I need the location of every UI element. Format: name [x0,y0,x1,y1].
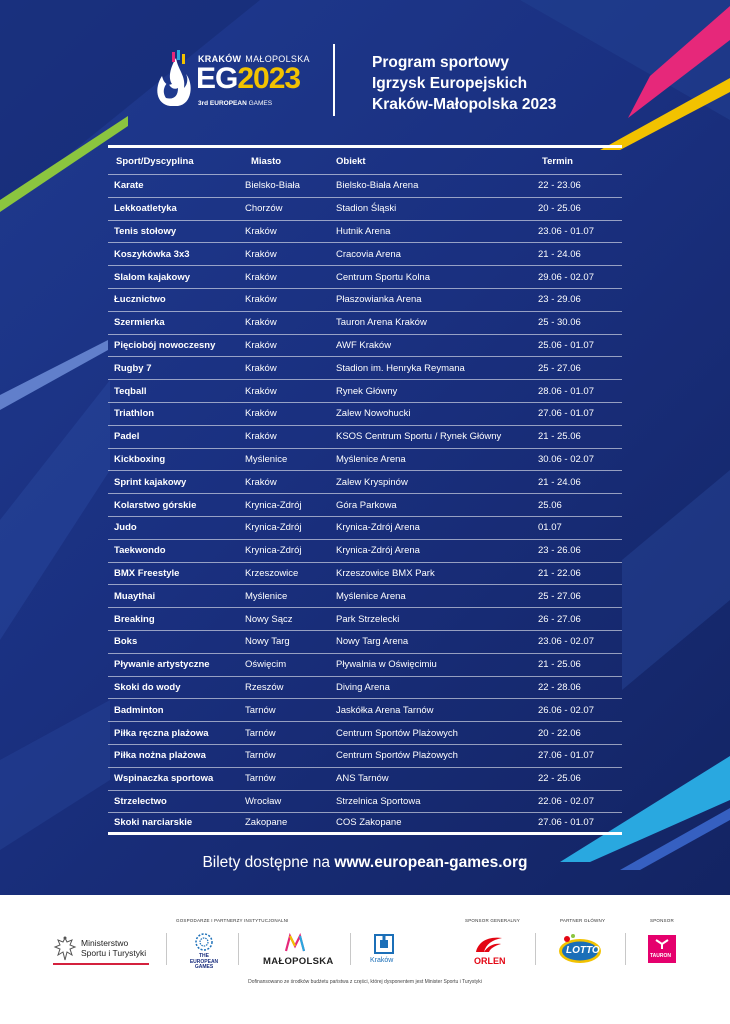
cell-dates: 21 - 24.06 [538,248,581,260]
table-row [108,220,622,243]
cell-city: Kraków [245,294,277,306]
cell-city: Nowy Targ [245,636,290,648]
footer-divider-1 [166,933,167,965]
cell-city: Kraków [245,408,277,420]
stripe-dark-4 [622,470,730,690]
cell-venue: Góra Parkowa [336,499,397,511]
logo-edition-label: 3rd EUROPEAN GAMES [198,100,273,107]
cell-discipline: Kolarstwo górskie [114,499,197,511]
cell-city: Tarnów [245,750,276,762]
cell-dates: 21 - 22.06 [538,567,581,579]
cell-venue: Cracovia Arena [336,248,401,260]
cell-discipline: Badminton [114,704,164,716]
cell-dates: 27.06 - 01.07 [538,408,594,420]
cell-discipline: Rugby 7 [114,362,152,374]
cell-venue: Bielsko-Biała Arena [336,180,419,192]
cell-city: Bielsko-Biała [245,180,300,192]
cell-dates: 28.06 - 01.07 [538,385,594,397]
footer-divider-4 [535,933,536,965]
table-row [108,356,622,379]
cell-dates: 20 - 22.06 [538,727,581,739]
cell-dates: 22.06 - 02.07 [538,795,594,807]
cell-venue: AWF Kraków [336,339,392,351]
cell-discipline: Padel [114,431,140,443]
footer-divider-2 [238,933,239,965]
cell-dates: 23.06 - 02.07 [538,636,594,648]
cell-discipline: Slalom kajakowy [114,271,191,283]
table-row [108,334,622,357]
cell-dates: 22 - 23.06 [538,180,581,192]
table-row [108,493,622,516]
cell-discipline: Wspinaczka sportowa [114,773,214,785]
cell-venue: KSOS Centrum Sportu / Rynek Główny [336,431,502,443]
footer-label-sponsor: SPONSOR [650,918,674,923]
cell-venue: COS Zakopane [336,817,402,829]
table-row [108,516,622,539]
cell-venue: Rynek Główny [336,385,398,397]
tickets-line [0,854,730,872]
cell-dates: 29.06 - 02.07 [538,271,594,283]
cell-venue: Park Strzelecki [336,613,400,625]
table-row [108,402,622,425]
cell-city: Krzeszowice [245,567,299,579]
cell-discipline: Koszykówka 3x3 [114,248,190,260]
cell-dates: 22 - 25.06 [538,773,581,785]
cell-city: Rzeszów [245,681,284,693]
cell-dates: 20 - 25.06 [538,203,581,215]
footer-label-main: PARTNER GŁÓWNY [560,918,606,923]
cell-city: Chorzów [245,203,283,215]
stripe-dark-3 [0,380,110,640]
cell-city: Kraków [245,271,277,283]
cell-discipline: Szermierka [114,317,165,329]
tickets-url[interactable]: www.european-games.org [334,854,528,871]
table-row [108,744,622,767]
european-games-emblem-icon [194,932,214,952]
table-row [108,676,622,699]
cell-city: Tarnów [245,704,276,716]
eagle-emblem-icon [53,935,77,963]
header-dates: Termin [542,155,573,167]
table-row [108,607,622,630]
footer-label-hosts: GOSPODARZE I PARTNERZY INSTYTUCJONALNI [176,918,289,923]
table-row [108,470,622,493]
cell-venue: Krynica-Zdrój Arena [336,545,420,557]
cell-venue: Strzelnica Sportowa [336,795,421,807]
cell-city: Wrocław [245,795,282,807]
cell-discipline: Piłka nożna plażowa [114,750,206,762]
cell-city: Tarnów [245,727,276,739]
cell-venue: Jaskółka Arena Tarnów [336,704,434,716]
cell-venue: Myślenice Arena [336,590,406,602]
krakow-crest-icon [374,934,394,954]
cell-dates: 25.06 [538,499,562,511]
table-row [108,448,622,471]
cell-discipline: Pięciobój nowoczesny [114,339,216,351]
cell-city: Tarnów [245,773,276,785]
cell-discipline: Skoki do wody [114,681,181,693]
cell-discipline: Kickboxing [114,453,166,465]
cell-city: Krynica-Zdrój [245,499,302,511]
table-row [108,242,622,265]
tickets-prefix: Bilety dostępne na [202,854,330,871]
table-row [108,767,622,790]
program-title-line-3: Kraków-Małopolska 2023 [372,96,557,113]
cell-dates: 25 - 30.06 [538,317,581,329]
table-row [108,379,622,402]
tauron-logo-tile [648,935,676,963]
cell-dates: 25 - 27.06 [538,590,581,602]
cell-city: Kraków [245,385,277,397]
header-divider [333,44,335,116]
table-row [108,698,622,721]
footer-label-general: SPONSOR GENERALNY [465,918,520,923]
cell-venue: ANS Tarnów [336,773,389,785]
table-row [108,562,622,585]
cell-venue: Zalew Kryspinów [336,476,408,488]
cell-discipline: BMX Freestyle [114,567,180,579]
cell-venue: Tauron Arena Kraków [336,317,427,329]
table-header-row [108,148,622,174]
european-games-wordmark: THE EUROPEAN GAMES [189,953,219,970]
cell-dates: 21 - 25.06 [538,431,581,443]
cell-city: Myślenice [245,590,288,602]
table-row [108,311,622,334]
tauron-mark-icon [655,938,669,950]
cell-venue: Centrum Sportów Plażowych [336,750,458,762]
orlen-eagle-icon [474,934,504,954]
table-row [108,539,622,562]
cell-dates: 21 - 24.06 [538,476,581,488]
table-row [108,812,622,835]
cell-venue: Centrum Sportu Kolna [336,271,430,283]
cell-discipline: Breaking [114,613,155,625]
cell-dates: 25 - 27.06 [538,362,581,374]
cell-discipline: Boks [114,636,138,648]
eg-flame-icon [150,48,194,114]
cell-venue: Zalew Nowohucki [336,408,411,420]
cell-discipline: Taekwondo [114,545,166,557]
table-row [108,790,622,813]
table-row [108,584,622,607]
cell-dates: 23.06 - 01.07 [538,225,594,237]
table-row [108,197,622,220]
cell-discipline: Teqball [114,385,147,397]
funding-credit: Dofinansowano ze środków budżetu państwa z części, której dysponentem jest Minister Sportu i Turystyki [248,979,482,985]
lotto-wordmark: LOTTO [566,945,600,956]
cell-city: Oświęcim [245,659,287,671]
cell-dates: 27.06 - 01.07 [538,817,594,829]
table-row [108,174,622,197]
cell-venue: Diving Arena [336,681,390,693]
program-title-line-2: Igrzysk Europejskich [372,75,528,92]
header-city: Miasto [251,155,282,167]
cell-discipline: Muaythai [114,590,156,602]
cell-discipline: Karate [114,180,144,192]
cell-venue: Nowy Targ Arena [336,636,409,648]
eg2023-logo [150,48,320,114]
ministry-logo [53,935,153,965]
stripe-light-blue-left [0,340,108,410]
cell-discipline: Pływanie artystyczne [114,659,210,671]
cell-dates: 21 - 25.06 [538,659,581,671]
cell-dates: 23 - 26.06 [538,545,581,557]
cell-discipline: Tenis stołowy [114,225,177,237]
malopolska-m-icon [284,933,306,953]
cell-city: Kraków [245,476,277,488]
program-title-line-1: Program sportowy [372,54,509,71]
cell-city: Krynica-Zdrój [245,545,302,557]
logo-eg-wordmark: EG2023 [196,62,301,95]
cell-city: Kraków [245,317,277,329]
cell-venue: Centrum Sportów Plażowych [336,727,458,739]
cell-dates: 27.06 - 01.07 [538,750,594,762]
header-discipline: Sport/Dyscyplina [116,155,194,167]
cell-dates: 30.06 - 02.07 [538,453,594,465]
orlen-wordmark: ORLEN [474,956,506,966]
cell-discipline: Triathlon [114,408,155,420]
cell-dates: 23 - 29.06 [538,294,581,306]
cell-city: Kraków [245,339,277,351]
cell-dates: 25.06 - 01.07 [538,339,594,351]
footer-divider-3 [350,933,351,965]
table-body [108,174,622,835]
stripe-dark-5 [0,700,110,850]
cell-city: Kraków [245,431,277,443]
cell-venue: Krynica-Zdrój Arena [336,522,420,534]
cell-dates: 01.07 [538,522,562,534]
cell-city: Zakopane [245,817,288,829]
ministry-name: Ministerstwo Sportu i Turystyki [81,938,147,958]
table-row [108,653,622,676]
cell-discipline: Strzelectwo [114,795,167,807]
table-row [108,721,622,744]
cell-dates: 22 - 28.06 [538,681,581,693]
table-row [108,265,622,288]
cell-venue: Hutnik Arena [336,225,391,237]
tauron-wordmark: TAURON [650,953,672,959]
cell-dates: 26 - 27.06 [538,613,581,625]
cell-city: Kraków [245,248,277,260]
cell-venue: Pływalnia w Oświęcimiu [336,659,437,671]
cell-discipline: Lekkoatletyka [114,203,177,215]
cell-venue: Płaszowianka Arena [336,294,422,306]
header-venue: Obiekt [336,155,366,167]
cell-city: Myślenice [245,453,288,465]
cell-venue: Krzeszowice BMX Park [336,567,435,579]
cell-venue: Stadion im. Henryka Reymana [336,362,465,374]
cell-dates: 26.06 - 02.07 [538,704,594,716]
cell-discipline: Sprint kajakowy [114,476,187,488]
ministry-red-line [53,963,149,965]
cell-discipline: Piłka ręczna plażowa [114,727,209,739]
cell-city: Kraków [245,225,277,237]
cell-venue: Myślenice Arena [336,453,406,465]
krakow-wordmark: Kraków [370,957,394,964]
table-row [108,288,622,311]
cell-city: Krynica-Zdrój [245,522,302,534]
cell-venue: Stadion Śląski [336,203,397,215]
malopolska-wordmark: MAŁOPOLSKA [263,956,334,967]
cell-discipline: Skoki narciarskie [114,817,193,829]
table-row [108,425,622,448]
cell-discipline: Judo [114,522,137,534]
cell-city: Nowy Sącz [245,613,293,625]
logo-city-label: KRAKÓW MAŁOPOLSKA [198,54,310,64]
program-title [372,52,672,115]
table-row [108,630,622,653]
footer-divider-5 [625,933,626,965]
cell-city: Kraków [245,362,277,374]
schedule-table [108,145,622,835]
cell-discipline: Łucznictwo [114,294,166,306]
